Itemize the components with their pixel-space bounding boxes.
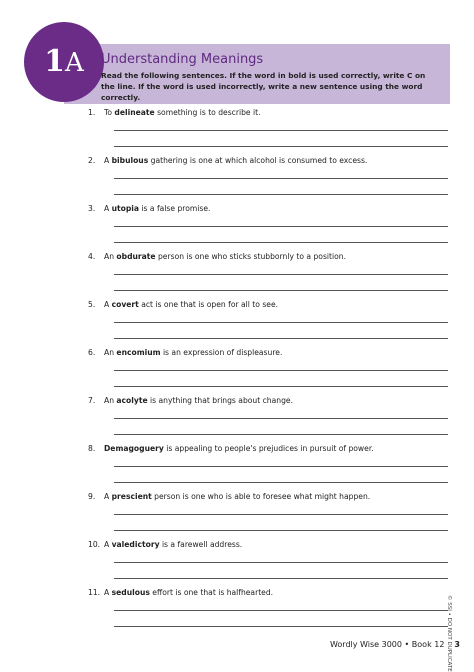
question-text bbox=[88, 300, 450, 310]
question-item bbox=[88, 156, 450, 166]
answer-line[interactable] bbox=[114, 514, 448, 515]
question-prefix: An bbox=[104, 252, 117, 261]
answer-line[interactable] bbox=[114, 482, 448, 483]
question-suffix: effort is one that is halfhearted. bbox=[149, 588, 274, 597]
page-number: 3 bbox=[454, 640, 460, 649]
question-suffix: is a farewell address. bbox=[159, 540, 243, 549]
answer-line[interactable] bbox=[114, 418, 448, 419]
vocabulary-word: obdurate bbox=[116, 252, 156, 261]
question-number: 6. bbox=[88, 348, 96, 357]
answer-line[interactable] bbox=[114, 578, 448, 579]
question-item bbox=[88, 588, 450, 598]
lesson-number: 1 bbox=[44, 44, 66, 79]
question-text bbox=[88, 108, 450, 118]
question-number: 7. bbox=[88, 396, 96, 405]
vocabulary-word: covert bbox=[111, 300, 139, 309]
question-prefix: A bbox=[104, 204, 112, 213]
question-item bbox=[88, 204, 450, 214]
answer-line[interactable] bbox=[114, 370, 448, 371]
answer-line[interactable] bbox=[114, 274, 448, 275]
question-prefix: An bbox=[104, 348, 117, 357]
question-text bbox=[88, 444, 450, 454]
question-number: 5. bbox=[88, 300, 96, 309]
question-number: 10. bbox=[88, 540, 101, 549]
vocabulary-word: delineate bbox=[114, 108, 155, 117]
question-prefix: A bbox=[104, 540, 112, 549]
question-prefix: A bbox=[104, 588, 112, 597]
vocabulary-word: Demagoguery bbox=[104, 444, 164, 453]
question-text bbox=[88, 492, 450, 502]
footer bbox=[330, 640, 460, 649]
vocabulary-word: valedictory bbox=[111, 540, 160, 549]
question-prefix: To bbox=[104, 108, 115, 117]
question-text bbox=[88, 348, 450, 358]
question-number: 9. bbox=[88, 492, 96, 501]
answer-line[interactable] bbox=[114, 226, 448, 227]
question-text bbox=[88, 396, 450, 406]
question-item bbox=[88, 300, 450, 310]
answer-line[interactable] bbox=[114, 530, 448, 531]
question-suffix: is an expression of displeasure. bbox=[160, 348, 283, 357]
question-number: 4. bbox=[88, 252, 96, 261]
vocabulary-word: bibulous bbox=[111, 156, 149, 165]
answer-line[interactable] bbox=[114, 562, 448, 563]
answer-line[interactable] bbox=[114, 610, 448, 611]
question-text bbox=[88, 540, 450, 550]
answer-line[interactable] bbox=[114, 434, 448, 435]
answer-line[interactable] bbox=[114, 146, 448, 147]
answer-line[interactable] bbox=[114, 178, 448, 179]
question-number: 3. bbox=[88, 204, 96, 213]
answer-line[interactable] bbox=[114, 466, 448, 467]
question-item bbox=[88, 444, 450, 454]
question-item bbox=[88, 540, 450, 550]
question-suffix: something is to describe it. bbox=[154, 108, 261, 117]
answer-line[interactable] bbox=[114, 338, 448, 339]
answer-line[interactable] bbox=[114, 130, 448, 131]
answer-line[interactable] bbox=[114, 386, 448, 387]
question-item bbox=[88, 252, 450, 262]
copyright-notice: © SSI • DO NOT DUPLICATE bbox=[446, 595, 452, 672]
question-suffix: is appealing to people's prejudices in pursuit of power. bbox=[163, 444, 374, 453]
question-suffix: person is one who is able to foresee what might happen. bbox=[151, 492, 371, 501]
question-prefix: A bbox=[104, 492, 112, 501]
question-number: 8. bbox=[88, 444, 96, 453]
question-number: 11. bbox=[88, 588, 101, 597]
lesson-letter: A bbox=[65, 48, 84, 78]
question-prefix: A bbox=[104, 300, 112, 309]
lesson-badge bbox=[24, 22, 104, 102]
question-suffix: act is one that is open for all to see. bbox=[138, 300, 279, 309]
vocabulary-word: sedulous bbox=[111, 588, 150, 597]
question-suffix: person is one who sticks stubbornly to a position. bbox=[155, 252, 346, 261]
vocabulary-word: prescient bbox=[111, 492, 152, 501]
answer-line[interactable] bbox=[114, 322, 448, 323]
question-text bbox=[88, 156, 450, 166]
instructions: Read the following sentences. If the word in bold is used correctly, write C on the line. If the word is used incorrectly, write a new sentence using the word correctly. bbox=[101, 71, 426, 102]
answer-line[interactable] bbox=[114, 626, 448, 627]
question-text bbox=[88, 252, 450, 262]
question-item bbox=[88, 108, 450, 118]
vocabulary-word: encomium bbox=[116, 348, 161, 357]
vocabulary-word: utopia bbox=[111, 204, 140, 213]
question-text bbox=[88, 588, 450, 598]
question-prefix: A bbox=[104, 156, 112, 165]
book-title: Wordly Wise 3000 • Book 12 bbox=[329, 640, 445, 649]
question-number: 1. bbox=[88, 108, 96, 117]
vocabulary-word: acolyte bbox=[116, 396, 148, 405]
question-suffix: gathering is one at which alcohol is consumed to excess. bbox=[148, 156, 368, 165]
question-text bbox=[88, 204, 450, 214]
answer-line[interactable] bbox=[114, 290, 448, 291]
answer-line[interactable] bbox=[114, 194, 448, 195]
question-number: 2. bbox=[88, 156, 96, 165]
question-suffix: is a false promise. bbox=[139, 204, 211, 213]
answer-line[interactable] bbox=[114, 242, 448, 243]
question-suffix: is anything that brings about change. bbox=[147, 396, 293, 405]
question-item bbox=[88, 348, 450, 358]
question-item bbox=[88, 492, 450, 502]
section-title: Understanding Meanings bbox=[101, 52, 264, 67]
question-item bbox=[88, 396, 450, 406]
question-prefix: An bbox=[104, 396, 117, 405]
